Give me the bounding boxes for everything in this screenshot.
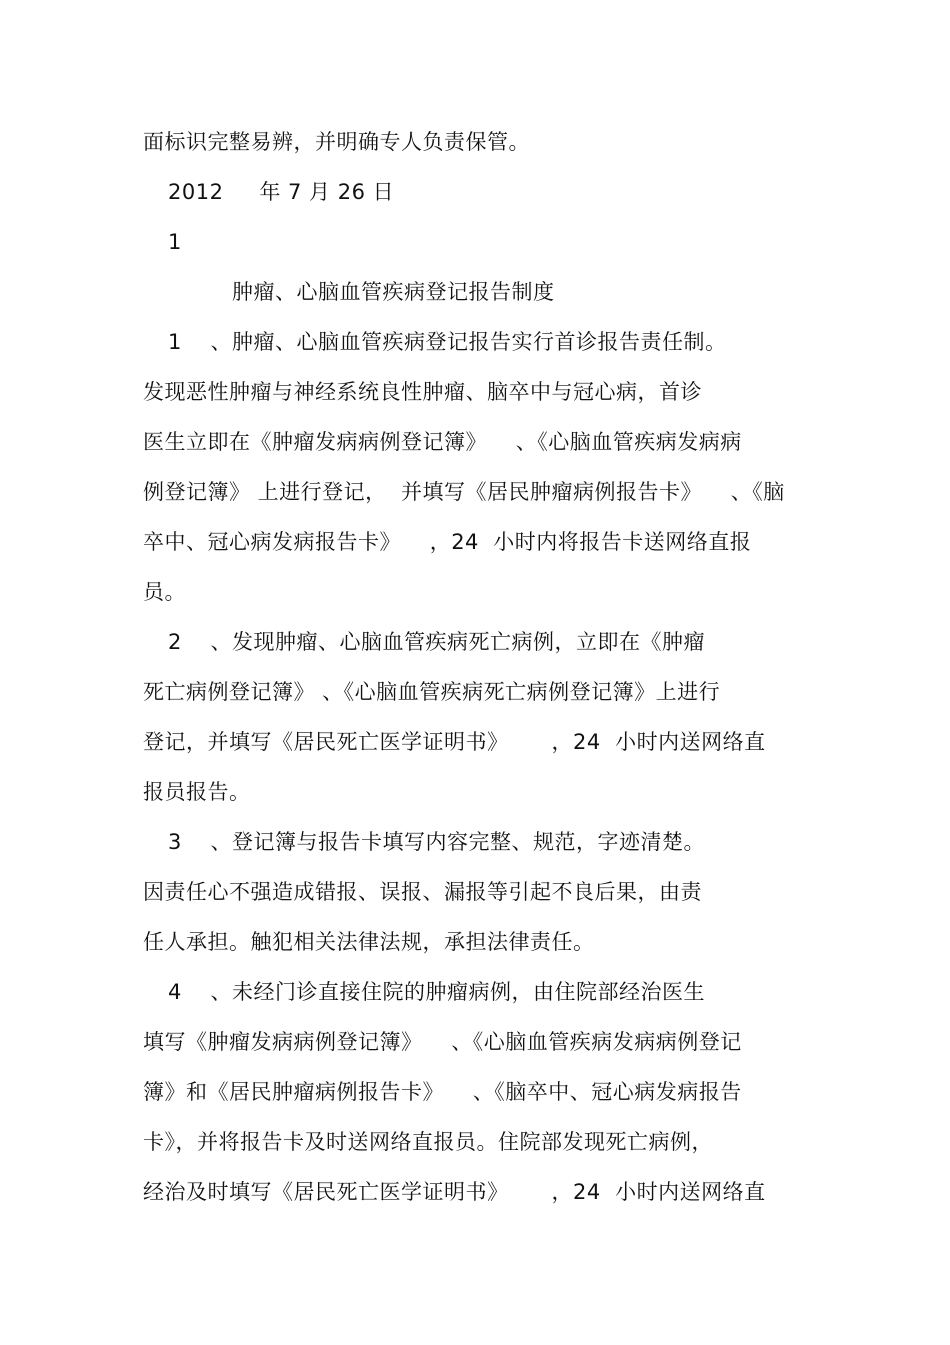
text-line: 报员报告。: [143, 780, 251, 804]
text-line: 任人承担。触犯相关法律法规，承担法律责任。: [143, 930, 595, 954]
text-line: 例登记簿》 上进行登记， 并填写《居民肿瘤病例报告卡》 、《脑: [143, 480, 785, 504]
text-line: 登记，并填写《居民死亡医学证明书》 ，24 小时内送网络直: [143, 730, 766, 754]
text-line: 填写《肿瘤发病病例登记簿》 、《心脑血管疾病发病病例登记: [143, 1030, 742, 1054]
text-line: 员。: [143, 580, 186, 604]
text-line: 面标识完整易辨，并明确专人负责保管。: [143, 130, 530, 154]
text-line: 卡》，并将报告卡及时送网络直报员。住院部发现死亡病例，: [143, 1130, 713, 1154]
section-title: 肿瘤、心脑血管疾病登记报告制度: [232, 280, 555, 304]
text-line: 2 、发现肿瘤、心脑血管疾病死亡病例，立即在《肿瘤: [168, 630, 706, 654]
text-line: 卒中、冠心病发病报告卡》 ，24 小时内将报告卡送网络直报: [143, 530, 752, 554]
text-line: 医生立即在《肿瘤发病病例登记簿》 、《心脑血管疾病发病病: [143, 430, 742, 454]
text-line: 3 、登记簿与报告卡填写内容完整、规范，字迹清楚。: [168, 830, 706, 854]
date-line: 2012 年 7 月 26 日: [168, 180, 395, 204]
text-line: 1 、肿瘤、心脑血管疾病登记报告实行首诊报告责任制。: [168, 330, 727, 354]
page-number: 1: [168, 230, 182, 254]
text-line: 4 、未经门诊直接住院的肿瘤病例，由住院部经治医生: [168, 980, 706, 1004]
text-line: 因责任心不强造成错报、误报、漏报等引起不良后果，由责: [143, 880, 702, 904]
text-line: 簿》和《居民肿瘤病例报告卡》 、《脑卒中、冠心病发病报告: [143, 1080, 742, 1104]
text-line: 死亡病例登记簿》 、《心脑血管疾病死亡病例登记簿》上进行: [143, 680, 721, 704]
text-line: 经治及时填写《居民死亡医学证明书》 ，24 小时内送网络直: [143, 1180, 766, 1204]
text-line: 发现恶性肿瘤与神经系统良性肿瘤、脑卒中与冠心病，首诊: [143, 380, 702, 404]
